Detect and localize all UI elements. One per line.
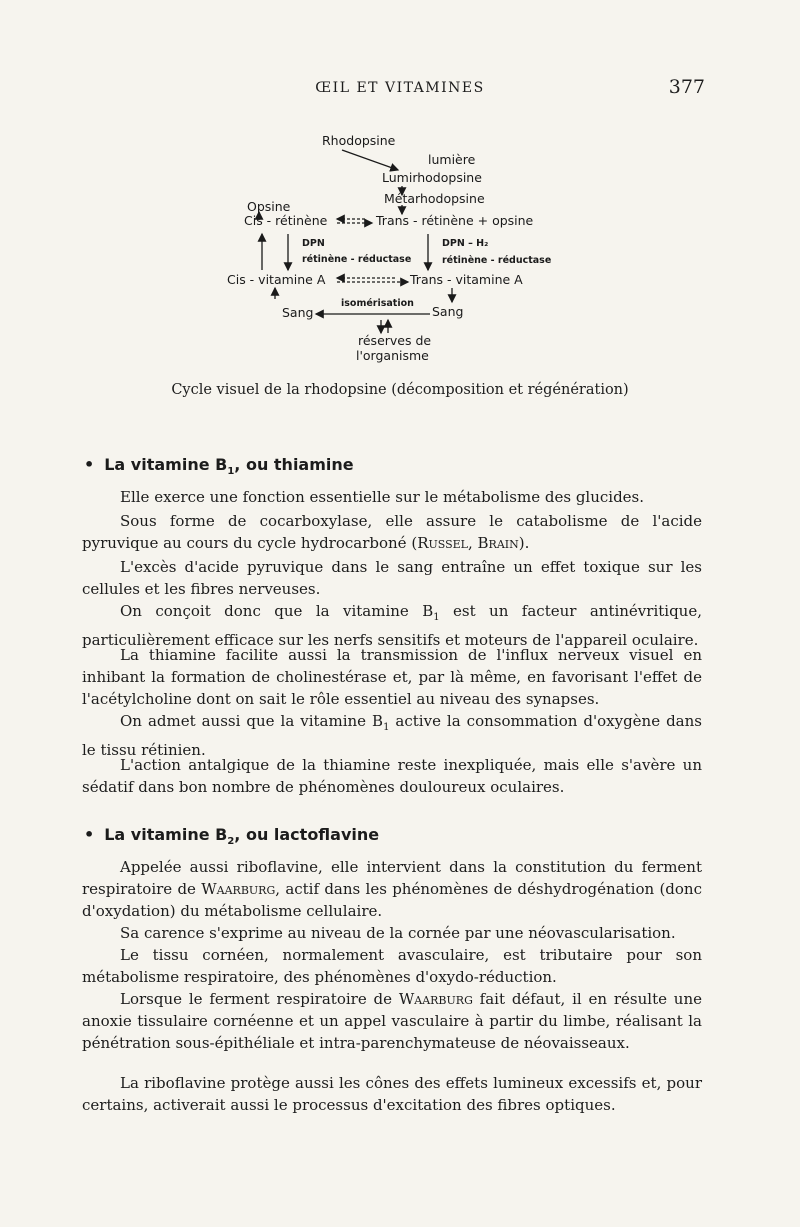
paragraph-b1-4: On conçoit donc que la vitamine $B_1$ est un facteur antinévritique, particulièrement efficace sur les nerfs sensitifs et moteurs de l'appareil oculaire.: [82, 602, 702, 649]
label-reserves-2: l'organisme: [356, 348, 429, 363]
section-title-b1: • La vitamine $B_1$, ou thiamine: [84, 455, 354, 478]
label-sang-right: Sang: [432, 304, 464, 319]
paragraph-b1-7: L'action antalgique de la thiamine reste inexpliquée, mais elle s'avère un sédatif dans bon nombre de phénomènes douloureux oculaires.: [82, 756, 702, 796]
running-title: ŒIL ET VITAMINES: [315, 80, 485, 96]
paragraph-b2-5: La riboflavine protège aussi les cônes des effets lumineux excessifs et, pour certains, activerait aussi le processus d'excitation des fibres optiques.: [82, 1074, 702, 1114]
label-opsine: Opsine: [247, 199, 291, 214]
label-sang-left: Sang: [282, 305, 314, 320]
bullet-icon: •: [84, 455, 95, 474]
label-rhodopsine: Rhodopsine: [322, 133, 396, 148]
label-retinene-reductase-left: rétinène - réductase: [302, 254, 412, 265]
label-reserves-1: réserves de: [358, 333, 432, 348]
paragraph-b1-5: La thiamine facilite aussi la transmission de l'influx nerveux visuel en inhibant la formation de cholinestérase et, par là même, en favorisant l'effet de l'acétylcholine dont on sait le rôle essentiel au niveau des synapses.: [82, 646, 702, 708]
diagram-arrows: [0, 0, 800, 380]
paragraph-b2-2: Sa carence s'exprime au niveau de la cornée par une néovascularisation.: [120, 924, 676, 942]
label-lumirhodopsine: Lumirhodopsine: [382, 170, 482, 185]
bullet-icon: •: [84, 825, 95, 844]
label-cis-retinene: Cis - rétinène: [244, 213, 328, 228]
paragraph-b1-6: On admet aussi que la vitamine $B_1$ active la consommation d'oxygène dans le tissu rétinien.: [82, 712, 702, 759]
arrow-rhodopsine-lumiere: [342, 150, 398, 170]
label-dpn: DPN: [302, 238, 325, 249]
page-number: 377: [668, 76, 705, 98]
rhodopsin-cycle-diagram: [0, 0, 800, 380]
label-metarhodopsine: Métarhodopsine: [384, 191, 485, 206]
paragraph-b1-2: Sous forme de cocarboxylase, elle assure le catabolisme de l'acide pyruvique au cours du cycle hydrocarboné (Russel, Brain).: [82, 512, 702, 552]
label-isomerisation: isomérisation: [341, 298, 414, 309]
figure-caption: Cycle visuel de la rhodopsine (décomposition et régénération): [171, 382, 629, 398]
label-retinene-reductase-right: rétinène - réductase: [442, 255, 552, 266]
label-trans-retinene: Trans - rétinène + opsine: [376, 213, 534, 228]
paragraph-b2-4: Lorsque le ferment respiratoire de Waarburg fait défaut, il en résulte une anoxie tissulaire cornéenne et un appel vasculaire à partir du limbe, réalisant la pénétration sous-épithéliale et intra-parenchymateuse de néovaisseaux.: [82, 990, 703, 1052]
label-cis-vitamine: Cis - vitamine A: [227, 272, 326, 287]
paragraph-b1-1: Elle exerce une fonction essentielle sur le métabolisme des glucides.: [120, 488, 645, 506]
label-trans-vitamine: Trans - vitamine A: [410, 272, 523, 287]
paragraph-b2-1: Appelée aussi riboflavine, elle intervient dans la constitution du ferment respiratoire de Waarburg, actif dans les phénomènes de déshydrogénation (donc d'oxydation) du métabolisme cellulaire.: [82, 858, 702, 920]
label-dpn-h2: DPN – H₂: [442, 238, 489, 249]
label-lumiere: lumière: [428, 152, 476, 167]
paragraph-b1-3: L'excès d'acide pyruvique dans le sang entraîne un effet toxique sur les cellules et les fibres nerveuses.: [82, 558, 702, 598]
paragraph-b2-3: Le tissu cornéen, normalement avasculaire, est tributaire pour son métabolisme respiratoire, des phénomènes d'oxydo-réduction.: [82, 946, 702, 986]
section-title-b2: • La vitamine $B_2$, ou lactoflavine: [84, 825, 380, 848]
